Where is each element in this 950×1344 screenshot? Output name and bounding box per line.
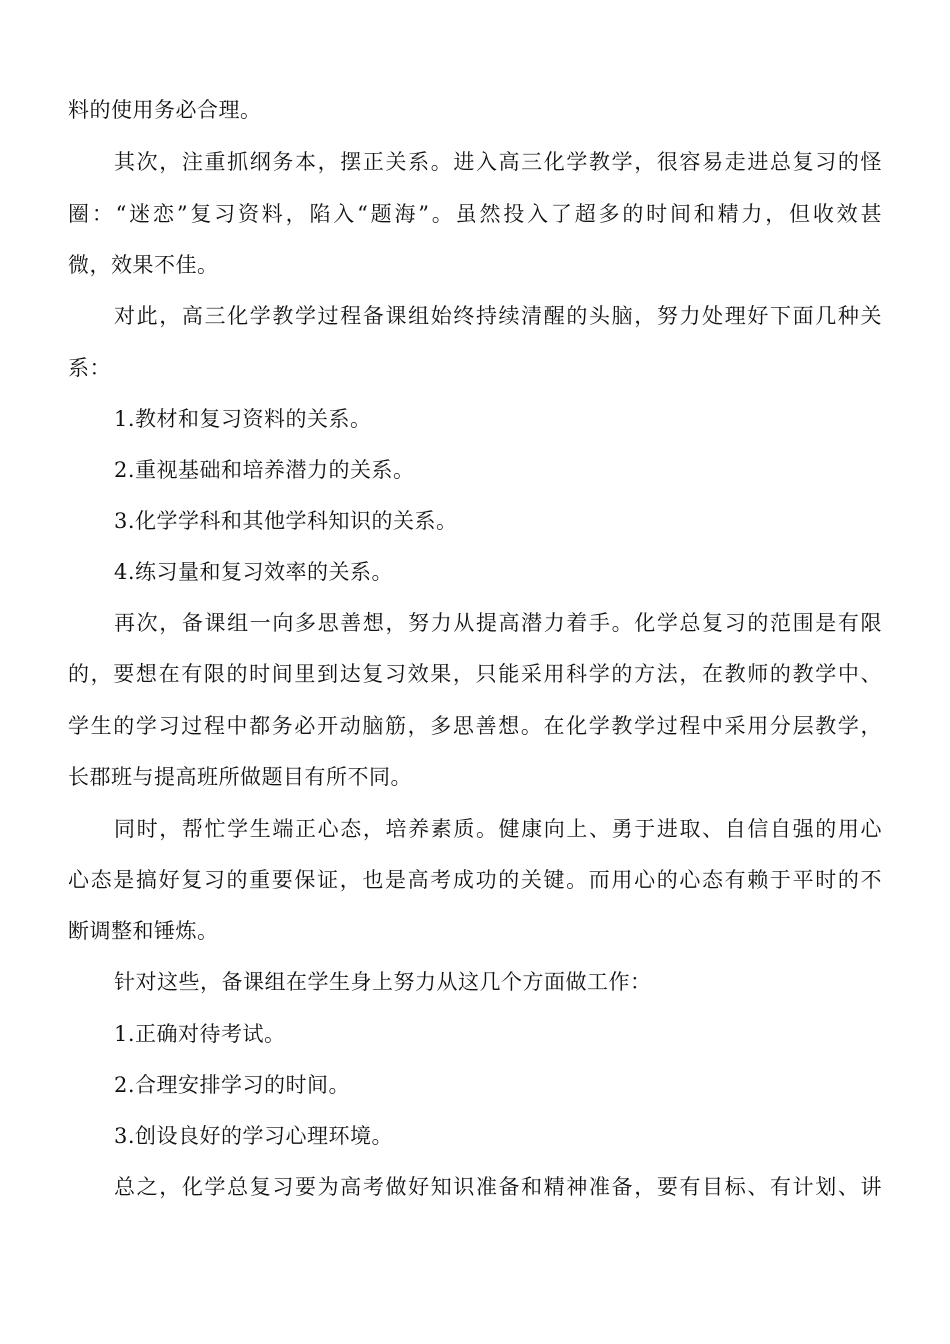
list-item: 1.正确对待考试。 [114, 1022, 286, 1046]
text-line: 圈：“迷恋”复习资料，陷入“题海”。虽然投入了超多的时间和精力，但收效甚 [68, 202, 882, 226]
text-line: 料的使用务必合理。 [68, 98, 262, 122]
text-line: 总之，化学总复习要为高考做好知识准备和精神准备，要有目标、有计划、讲 [114, 1175, 882, 1199]
text-line: 的，要想在有限的时间里到达复习效果，只能采用科学的方法，在教师的教学中、 [68, 662, 882, 686]
list-item: 3.化学学科和其他学科知识的关系。 [114, 509, 458, 533]
text-line: 心态是搞好复习的重要保证，也是高考成功的关键。而用心的心态有赖于平时的不 [68, 868, 882, 892]
text-line: 再次，备课组一向多思善想，努力从提高潜力着手。化学总复习的范围是有限 [114, 611, 882, 635]
text-line: 对此，高三化学教学过程备课组始终持续清醒的头脑，努力处理好下面几种关 [114, 304, 882, 328]
text-line: 其次，注重抓纲务本，摆正关系。进入高三化学教学，很容易走进总复习的怪 [114, 150, 882, 174]
list-item: 1.教材和复习资料的关系。 [114, 407, 372, 431]
text-line: 微，效果不佳。 [68, 253, 219, 277]
text-line: 学生的学习过程中都务必开动脑筋，多思善想。在化学教学过程中采用分层教学， [68, 714, 882, 738]
list-item: 2.合理安排学习的时间。 [114, 1073, 351, 1097]
text-line: 长郡班与提高班所做题目有所不同。 [68, 765, 412, 789]
text-line: 断调整和锤炼。 [68, 919, 219, 943]
list-item: 2.重视基础和培养潜力的关系。 [114, 458, 415, 482]
list-item: 4.练习量和复习效率的关系。 [114, 560, 394, 584]
list-item: 3.创设良好的学习心理环境。 [114, 1124, 394, 1148]
text-line: 同时，帮忙学生端正心态，培养素质。健康向上、勇于进取、自信自强的用心 [114, 817, 882, 841]
text-line: 针对这些，备课组在学生身上努力从这几个方面做工作： [114, 970, 652, 994]
text-line: 系： [68, 356, 111, 380]
